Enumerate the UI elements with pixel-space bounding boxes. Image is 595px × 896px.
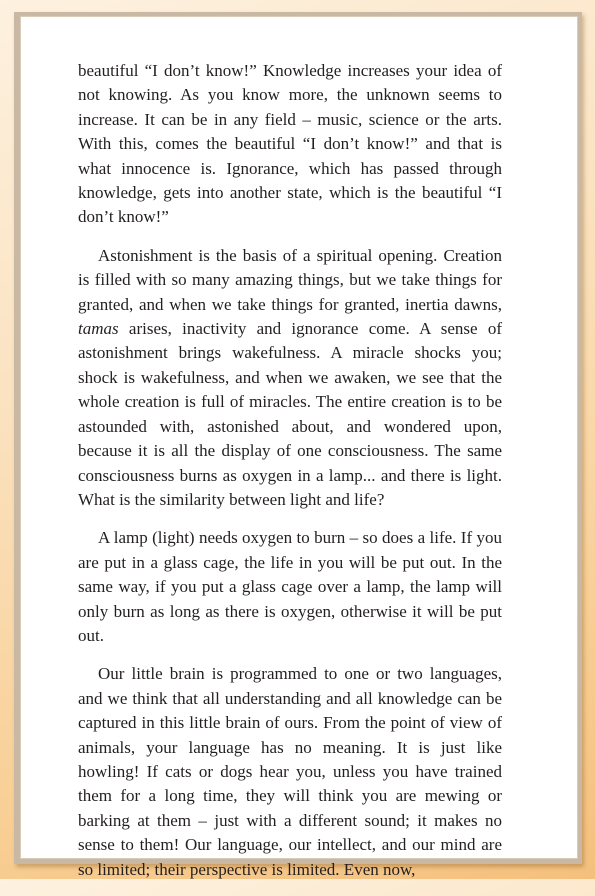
paragraph-1: beautiful “I don’t know!” Knowledge increases your idea of not knowing. As you know more, the unknown seems to increase. It can be in any field – music, science or the arts. With this, comes the beautiful “I don’t know!” and that is what innocence is. Ignorance, which has passed through knowledge, gets into another state, which is the beautiful “I don’t know!”: [78, 61, 502, 227]
paragraph-3: A lamp (light) needs oxygen to burn – so does a life. If you are put in a glass cage, the life in you will be put out. In the same way, if you put a glass cage over a lamp, the lamp will only burn as long as there is oxygen, otherwise it will be put out.: [78, 528, 502, 645]
paragraph-2-part-1: Astonishment is the basis of a spiritual opening. Creation is filled with so many amazing things, but we take things for granted, and when we take things for granted, inertia dawns,: [78, 245, 502, 314]
paragraph-2-italic-term: tamas: [78, 319, 119, 339]
paragraph-4: Our little brain is programmed to one or two languages, and we think that all understanding and all knowledge can be captured in this little brain of ours. From the point of view of animals, your language has no meaning. It is just like howling! If cats or dogs hear you, unless you have trained them for a long time, they will think you are mewing or barking at them – just with a different sound; it makes no sense to them! Our language, our intellect, and our mind are so limited; their perspective is limited. Even now,: [78, 664, 502, 879]
paragraph-2: [78, 244, 502, 512]
paragraph-2-part-2: arises, inactivity and ignorance come. A sense of astonishment brings wakefulness. A miracle shocks you; shock is wakefulness, and when we awaken, we see that the whole creation is full of miracles. The entire creation is to be astounded with, astonished about, and wondered upon, because it is all the display of one consciousness. The same consciousness burns as oxygen in a lamp... and there is light. What is the similarity between light and life?: [78, 319, 502, 509]
page-body-text: [78, 59, 502, 896]
